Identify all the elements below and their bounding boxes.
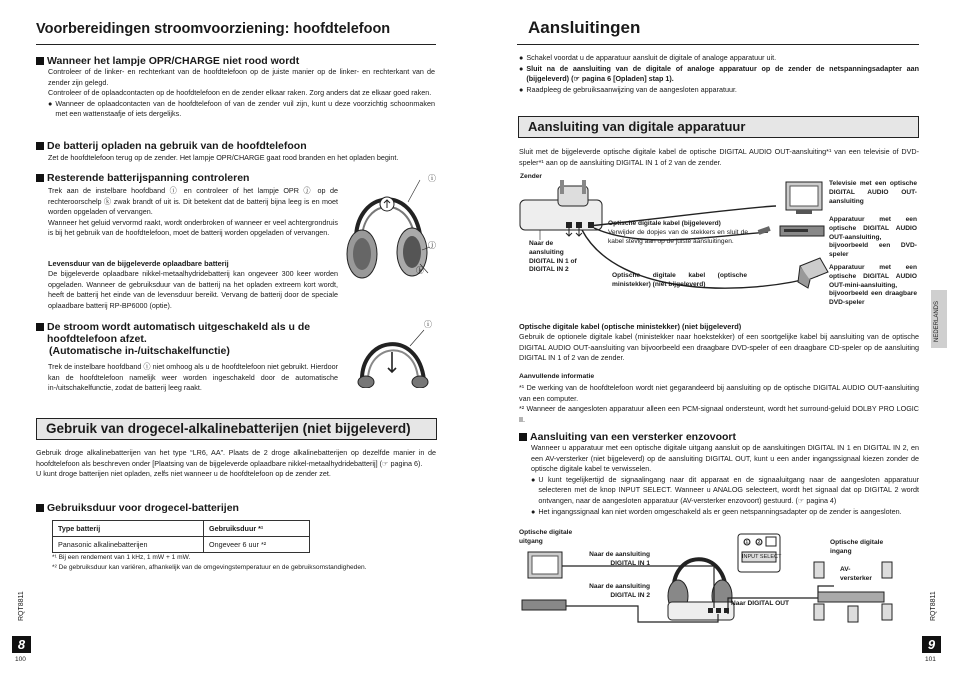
square-bullet-icon — [519, 433, 527, 441]
label-av-amplifier: AV-versterker — [840, 566, 872, 582]
table-cell-life: Ongeveer 6 uur *² — [204, 537, 310, 553]
info-notes: *¹ De werking van de hoofdtelefoon wordt niet gegarandeerd bij aansluiting op de optische DIGITAL AUDIO OUT-aansluiting van een computer. *² Wanneer de aangesloten apparatuur alleen een PCM-signaal ondersteunt, wordt het surround-geluid DOLBY PRO LOGIC II. — [519, 383, 919, 424]
title-rule — [36, 44, 436, 45]
battery-life-subheading: Levensduur van de bijgeleverde oplaadbare batterij — [48, 259, 229, 268]
heading-opr-charge: Wanneer het lampje OPR/CHARGE niet rood wordt — [36, 55, 299, 67]
footnote-2: *² De gebruiksduur kan variëren, afhankelijk van de omgevingstemperatuur en de gebruiksomstandigheden. — [52, 564, 367, 571]
label-naar-digital-in: Naar de aansluiting DIGITAL IN 1 of DIGITAL IN 2 — [529, 240, 577, 274]
title-rule-right — [517, 44, 919, 45]
intro-bullets: ● Schakel voordat u de apparatuur aansluit de digitale of analoge apparatuur uit. ● Sluit na de aansluiting van de digitale of analoge apparatuur op de zender de netspanningsadapter aan (bijgeleverd) (☞ pagina 6 [Opladen] stap 1). ● Raadpleeg de gebruiksaanwijzing van de aangesloten apparatuur. — [519, 53, 919, 94]
heading-auto-power: De stroom wordt automatisch uitgeschakeld als u de hoofdtelefoon afzet. (Automatische in-/uitschakelfunctie) — [36, 321, 310, 357]
charge-text: Zet de hoofdtelefoon terug op de zender. Het lampje OPR/CHARGE gaat rood branden en het opladen begint. — [48, 153, 399, 162]
label-zender: Zender — [520, 173, 542, 180]
headphone-autooff-illustration — [352, 322, 436, 388]
digital-box-heading: Aansluiting van digitale apparatuur — [518, 116, 919, 138]
label-dvd: Apparatuur met een optische DIGITAL AUDIO OUT-aansluiting, bijvoorbeeld een DVD-speler — [829, 216, 917, 259]
square-bullet-icon — [36, 504, 44, 512]
left-page-number: 8 — [12, 636, 31, 653]
label-optical-out: Optische digitale uitgang — [519, 529, 573, 545]
mini-plug-subheading: Optische digitale kabel (optische ministekker) (niet bijgeleverd) — [519, 322, 742, 331]
opr-charge-text: Controleer of de linker- en rechterkant van de hoofdtelefoon op de juiste manier op de linker- en rechterkant van de zender zijn gelegd. Controleer of de oplaadcontacten op de hoofdtelefoon en de zender elkaar raken. Zorg anders dat ze elkaar goed raken. ● Wanneer de oplaadcontacten van de hoofdtelefoon of van de zender vuil zijn, kunt u deze voorzichtig schoonmaken met een wattenstaafje of iets dergelijks. — [48, 67, 435, 119]
heading-charge-after-use: De batterij opladen na gebruik van de hoofdtelefoon — [36, 140, 307, 152]
heading-battery-check: Resterende batterijspanning controleren — [36, 172, 249, 184]
label-digital-in2: Naar de aansluiting DIGITAL IN 2 — [589, 583, 650, 599]
footnote-1: *¹ Bij een rendement van 1 kHz, 1 mW + 1 mW. — [52, 554, 191, 561]
label-digital-2-icon: ② — [756, 539, 762, 546]
left-page-title: Voorbereidingen stroomvoorziening: hoofdtelefoon — [36, 21, 391, 37]
left-doc-code: RQT8811 — [18, 591, 25, 621]
square-bullet-icon — [36, 57, 44, 65]
alkaline-box-heading: Gebruik van drogecel-alkalinebatterijen (niet bijgeleverd) — [36, 418, 437, 440]
battery-table — [52, 520, 310, 553]
right-page-title: Aansluitingen — [528, 18, 641, 37]
right-doc-code: RQT8811 — [930, 591, 937, 621]
input-select-label: INPUT SELECT — [742, 554, 782, 560]
label-cable1-desc: Verwijder de dopjes van de stekkers en sluit de kabel stevig aan op de juiste aansluitingen. — [608, 229, 748, 245]
label-cable2: Optische digitale kabel (optische ministekker) (niet bijgeleverd) — [612, 272, 747, 288]
auto-power-text: Trek de instelbare hoofdband ⓘ niet omhoog als u de hoofdtelefoon niet gebruikt. Hierdoor kan de hoofdtelefoon namelijk weer worden ingeschakeld door de automatische in-/uitschakelfunctie, zodat de batterij leeg raakt. — [48, 362, 338, 393]
label-cable1: Optische digitale kabel (bijgeleverd) — [608, 220, 721, 227]
square-bullet-icon — [36, 174, 44, 182]
table-row — [53, 521, 310, 537]
label-portable: Apparatuur met een optische DIGITAL AUDIO OUT-mini-aansluiting, bijvoorbeeld een draagbare DVD-speler — [829, 264, 917, 307]
label-tv: Televisie met een optische DIGITAL AUDIO OUT-aansluiting — [829, 180, 917, 205]
alkaline-text: Gebruik droge alkalinebatterijen van het type “LR6, AA”. Plaats de 2 droge alkalinebatterijen op dezelfde manier in de hoofdtelefoon als beschreven onder [Plaatsing van de bijgeleverde oplaadbare nikkel-metaalhydridebatterij] (☞ pagina 6). U kunt droge batterijen niet opladen, zelfs niet wanneer u de hoofdtelefoon op de zender zet. — [36, 448, 436, 479]
square-bullet-icon — [36, 142, 44, 150]
digital-intro: Sluit met de bijgeleverde optische digitale kabel de optische DIGITAL AUDIO OUT-aansluiting*¹ van een televisie of DVD-speler*¹ aan op de aansluiting DIGITAL IN 1 of 2 van de zender. — [519, 147, 919, 167]
label-j: ⓙ — [428, 241, 436, 250]
right-sheet-number: 101 — [925, 656, 936, 663]
label-i-2: ⓘ — [424, 320, 432, 329]
mini-plug-text: Gebruik de optionele digitale kabel (ministekker naar hoekstekker) of een soortgelijke kabel bij aansluiting van de optische DIGITAL AUDIO OUT-aansluiting van bijvoorbeeld een draagbare DVD-speler of een draagbare CD-speler op de aansluiting DIGITAL IN 1 of 2 van de zender. — [519, 332, 919, 363]
label-optical-in: Optische digitale ingang — [830, 539, 884, 555]
table-header-type: Type batterij — [53, 521, 204, 537]
label-digital-out: Naar DIGITAL OUT — [731, 600, 790, 607]
table-cell-type: Panasonic alkalinebatterijen — [53, 537, 204, 553]
label-k: ⓚ — [416, 266, 424, 275]
heading-amplifier: Aansluiting van een versterker enzovoort — [519, 431, 736, 443]
label-digital-in1: Naar de aansluiting DIGITAL IN 1 — [589, 551, 650, 567]
label-i: ⓘ — [428, 174, 436, 183]
label-digital-1-icon: ① — [744, 539, 750, 546]
amplifier-text: Wanneer u apparatuur met een optische digitale uitgang aansluit op de aansluitingen DIGITAL IN 1 en DIGITAL IN 2, en een AV-versterker (niet bijgeleverd) op de aansluiting DIGITAL OUT, kunt u een ander ingangssignaal kiezen zonder de optische digitale kabel te verwisselen. ● U kunt tegelijkertijd de signaalingang naar dit apparaat en de signaaluitgang naar de aangesloten apparatuur selecteren met de knop INPUT SELECT. Wanneer u ANALOG selecteert, wordt het signaal dat op DIGITAL 2 wordt ontvangen, naar de aangesloten apparatuur (AV-versterker enzovoort) gestuurd. (☞ pagina 4) ● Het ingangssignaal kan niet worden omgeschakeld als er geen netspanningsadapter op de zender is aangesloten. — [531, 443, 919, 516]
table-header-life: Gebruiksduur *¹ — [204, 521, 310, 537]
heading-dry-cell-life: Gebruiksduur voor drogecel-batterijen — [36, 502, 239, 514]
right-page-number: 9 — [922, 636, 941, 653]
battery-check-text: Trek aan de instelbare hoofdband ⓘ en controleer of het lampje OPR ⓙ op de rechteroorschelp ⓚ zwak brandt of uit is. Dit betekent dat de batterij bijna leeg is en moet worden opgeladen of vervangen. Wanneer het geluid vervormd raakt, wordt onderbroken of wanneer er veel achtergrondruis is bij het gebruik van de hoofdtelefoon, moet de batterij worden opgeladen of vervangen. — [48, 186, 338, 238]
info-heading: Aanvullende informatie — [519, 373, 595, 380]
left-sheet-number: 100 — [15, 656, 26, 663]
language-tab-label: NEDERLANDS — [934, 300, 940, 342]
headphone-battery-illustration — [340, 172, 440, 284]
square-bullet-icon — [36, 323, 44, 331]
battery-life-text: De bijgeleverde oplaadbare nikkel-metaalhydridebatterij kan ongeveer 300 keer worden opgeladen. Wanneer de gebruiksduur van de batterij na het opladen extreem kort wordt, heeft de batterij het einde van de levensduur bereikt. Vervang de batterij door de speciale oplaadbare batterij RP-BP6000 (optie). — [48, 269, 338, 310]
table-row — [53, 537, 310, 553]
